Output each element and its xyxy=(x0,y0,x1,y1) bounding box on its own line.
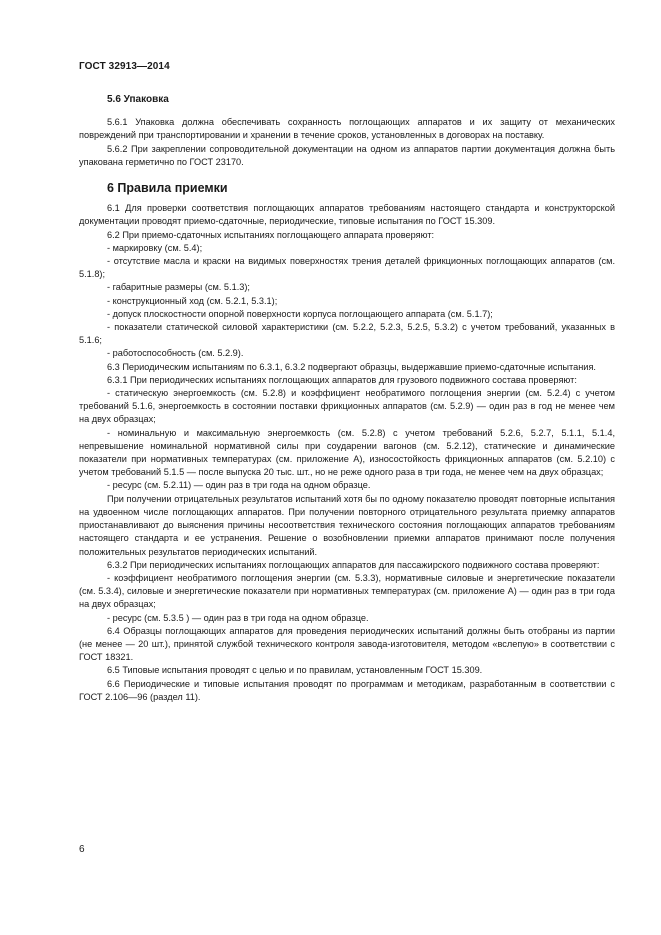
list-item: - конструкционный ход (см. 5.2.1, 5.3.1); xyxy=(107,295,278,306)
list-item: - работоспособность (см. 5.2.9). xyxy=(107,348,244,359)
page-number: 6 xyxy=(79,844,85,855)
paragraph: 6.2 При приемо-сдаточных испытаниях поглощающего аппарата проверяют: xyxy=(107,229,435,240)
list-item: - статическую энергоемкость (см. 5.2.8) и коэффициент необратимого поглощения энергии (см. 5.2.4) с учетом требований 5.1.6, энергоемкость в состоянии поставки фрикционных аппаратов (см. 5.2.9) — один раз в год не менее чем на двух образцах; xyxy=(79,388,615,425)
section-heading-6: 6 Правила приемки xyxy=(107,181,228,196)
list-item: - номинальную и максимальную энергоемкость (см. 5.2.8) с учетом требований 5.2.6, 5.2.7, 5.1.1, 5.1.4, непревышение номинальной нормативной силы при соударении вагонов (см. 5.2.12), статические и динамические показатели при нормативных температурах (см. приложение А), износостойкость фрикционных аппаратов (см. 5.2.10) с учетом требований 5.1.5 — после выпуска 20 тыс. шт., но не реже одного раза в три года, не менее чем на двух образцах; xyxy=(79,427,615,478)
paragraph: 6.5 Типовые испытания проводят с целью и по правилам, установленным ГОСТ 15.309. xyxy=(107,665,483,676)
list-item: - отсутствие масла и краски на видимых поверхностях трения деталей фрикционных поглощающих аппаратов (см. 5.1.8); xyxy=(79,256,615,280)
list-item: - допуск плоскостности опорной поверхности корпуса поглощающего аппарата (см. 5.1.7); xyxy=(107,308,493,319)
paragraph: 6.4 Образцы поглощающих аппаратов для проведения периодических испытаний должны быть отобраны из партии (не менее — 20 шт.), принятой службой технического контроля завода-изготовителя, методом «вслепую» в соответствии с ГОСТ 18321. xyxy=(79,625,615,663)
paragraph: При получении отрицательных результатов испытаний хотя бы по одному показателю проводят повторные испытания на удвоенном числе поглощающих аппаратов. При получении повторного отрицательного результата приемку аппаратов приостанавливают до выяснения причины несоответствия технического состояния поглощающих аппаратов требованиям настоящего стандарта и ее устранения. Решение о возобновлении приемки аппаратов принимают после получения положительных результатов периодических испытаний. xyxy=(79,493,615,557)
paragraph: 6.1 Для проверки соответствия поглощающих аппаратов требованиям настоящего стандарта и конструкторской документации проводят приемо-сдаточные, периодические, типовые испытания по ГОСТ 15.309. xyxy=(79,203,615,227)
section-6-body xyxy=(79,202,615,704)
paragraph: 5.6.2 При закреплении сопроводительной документации на одном из аппаратов партии документация должна быть упакована герметично по ГОСТ 23170. xyxy=(79,143,615,167)
paragraph: 6.6 Периодические и типовые испытания проводят по программам и методикам, разработанным в соответствии с ГОСТ 2.106—96 (раздел 11). xyxy=(79,678,615,702)
paragraph: 5.6.1 Упаковка должна обеспечивать сохранность поглощающих аппаратов и их защиту от механических повреждений при транспортировании и хранении в течение сроков, установленных в договорах на поставку. xyxy=(79,117,615,141)
list-item: - маркировку (см. 5.4); xyxy=(107,242,203,253)
list-item: - коэффициент необратимого поглощения энергии (см. 5.3.3), нормативные силовые и энергетические показатели (см. 5.3.4), силовые и энергетические показатели при нормативных температурах (см. приложение А) — один раз в три года на двух образцах; xyxy=(79,572,615,610)
page-content xyxy=(79,93,615,704)
list-item: - габаритные размеры (см. 5.1.3); xyxy=(107,282,250,293)
section-heading-5-6: 5.6 Упаковка xyxy=(107,94,169,105)
list-item: - ресурс (см. 5.2.11) — один раз в три года на одном образце. xyxy=(107,480,371,491)
list-item: - ресурс (см. 5.3.5 ) — один раз в три года на одном образце. xyxy=(107,612,369,623)
paragraph: 6.3.1 При периодических испытаниях поглощающих аппаратов для грузового подвижного состава проверяют: xyxy=(107,374,577,385)
paragraph: 6.3.2 При периодических испытаниях поглощающих аппаратов для пассажирского подвижного состава проверяют: xyxy=(107,559,600,570)
document-header: ГОСТ 32913—2014 xyxy=(79,61,170,72)
paragraph: 6.3 Периодическим испытаниям по 6.3.1, 6.3.2 подвергают образцы, выдержавшие приемо-сдаточные испытания. xyxy=(107,361,596,372)
list-item: - показатели статической силовой характеристики (см. 5.2.2, 5.2.3, 5.2.5, 5.3.2) с учетом требований, указанных в 5.1.6; xyxy=(79,322,615,346)
